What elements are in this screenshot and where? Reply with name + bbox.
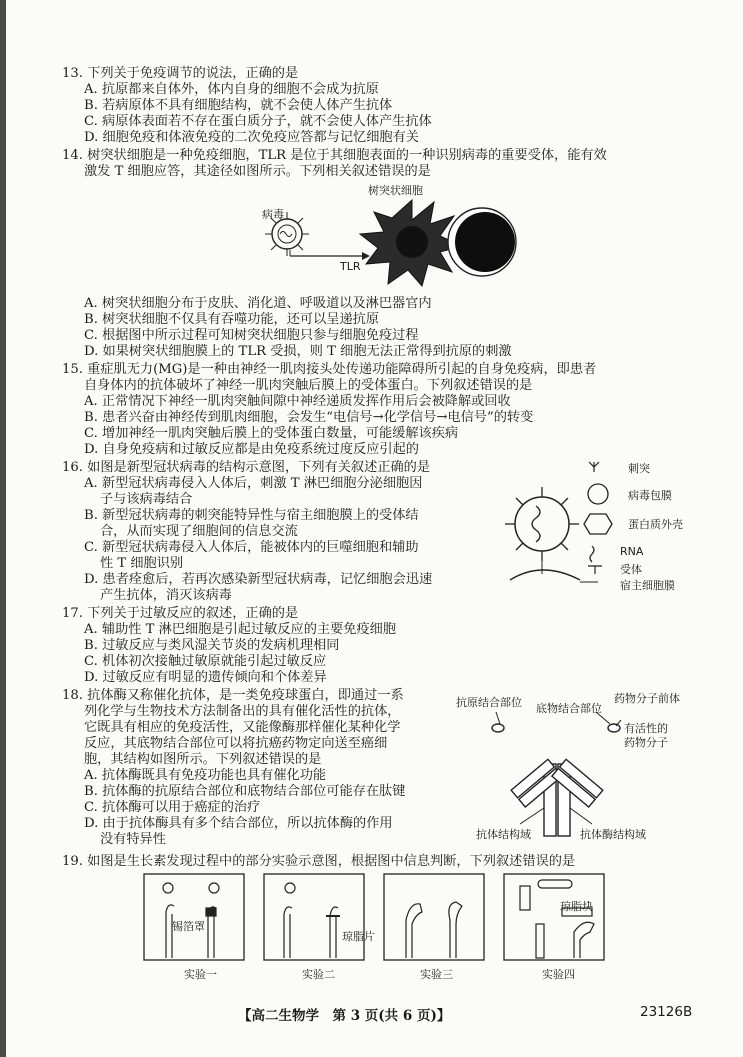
- legend-host-membrane: 宿主细胞膜: [620, 579, 675, 592]
- tlr-label: TLR: [340, 260, 361, 273]
- question-stem-cont: 自身体内的抗体破坏了神经一肌肉突触后膜上的受体蛋白。下列叙述错误的是: [84, 378, 533, 393]
- question-stem: 17. 下列关于过敏反应的叙述，正确的是: [62, 606, 299, 621]
- question-stem: 15. 重症肌无力(MG)是一种由神经一肌肉接头处传递功能障碍所引起的自身免疫病，即患者: [62, 362, 597, 377]
- enzyme-domain-label: 抗体酶结构域: [580, 828, 646, 841]
- antibody-domain-label: 抗体结构域: [476, 828, 531, 841]
- antigen-site-label: 抗原结合部位: [456, 696, 522, 709]
- dendritic-cell-figure: [262, 190, 522, 302]
- experiment-2-frame: [264, 874, 364, 960]
- legend-capsid: 蛋白质外壳: [628, 518, 683, 531]
- option-b: B. 若病原体不具有细胞结构，就不会使人体产生抗体: [84, 98, 393, 113]
- question-13: [62, 66, 702, 146]
- experiment-4-frame: [504, 874, 604, 960]
- virus-icon: [265, 212, 309, 256]
- experiment-2-plants: [284, 883, 340, 958]
- virus-label: 病毒: [262, 208, 284, 221]
- option-a: A. 新型冠状病毒侵入人体后，刺激 T 淋巴细胞分泌细胞因: [84, 476, 423, 491]
- option-b: B. 过敏反应与类风湿关节炎的发病机理相同: [84, 638, 340, 653]
- option-d: D. 由于抗体酶具有多个结合部位，所以抗体酶的作用: [84, 816, 393, 831]
- question-14: [62, 148, 702, 180]
- option-b-cont: 合，从而实现了细胞间的信息交流: [100, 524, 298, 539]
- agar-block-label: 琼脂块: [560, 900, 593, 913]
- arrow-icon: [290, 250, 370, 260]
- legend-rna: RNA: [620, 545, 644, 558]
- option-c: C. 病原体表面若不存在蛋白质分子，就不会使人体产生抗体: [84, 114, 432, 129]
- capsid-legend-icon: [584, 514, 612, 534]
- question-15: [62, 362, 702, 458]
- spike-legend-icon: [589, 462, 599, 472]
- option-d: D. 患者痊愈后，若再次感染新型冠状病毒，记忆细胞会迅速: [84, 572, 433, 587]
- mica-label: 琼脂片: [342, 930, 375, 943]
- experiment-4-plants: [520, 880, 594, 958]
- virus-body-icon: [505, 487, 580, 580]
- experiment-1-label: 实验一: [184, 968, 217, 981]
- option-a: A. 正常情况下神经一肌肉突触间隙中神经递质发挥作用后会被降解或回收: [84, 394, 511, 409]
- option-c: C. 机体初次接触过敏原就能引起过敏反应: [84, 654, 327, 669]
- question-18: [62, 688, 482, 848]
- option-b: B. 患者兴奋由神经传到肌肉细胞，会发生“电信号→化学信号→电信号”的转变: [84, 410, 534, 425]
- question-19: [62, 854, 702, 870]
- prodrug-label: 药物分子前体: [614, 692, 680, 705]
- scan-edge: [0, 0, 6, 1057]
- experiment-4-label: 实验四: [542, 968, 575, 981]
- option-b: B. 新型冠状病毒的刺突能特异性与宿主细胞膜上的受体结: [84, 508, 419, 523]
- option-a: A. 抗原都来自体外，体内自身的细胞不会成为抗原: [84, 82, 379, 97]
- receptor-legend-icon: [588, 566, 602, 574]
- option-b: B. 抗体酶的抗原结合部位和底物结合部位可能存在肽键: [84, 784, 406, 799]
- experiment-1-frame: [144, 874, 244, 960]
- option-c: C. 根据图中所示过程可知树突状细胞只参与细胞免疫过程: [84, 328, 419, 343]
- experiment-3-label: 实验三: [420, 968, 453, 981]
- question-stem: 14. 树突状细胞是一种免疫细胞，TLR 是位于其细胞表面的一种识别病毒的重要受体，能有效: [62, 148, 607, 163]
- question-14-options: [62, 296, 702, 360]
- legend-receptor: 受体: [620, 563, 642, 576]
- legend-spike: 刺突: [628, 462, 650, 475]
- exam-code: 23126B: [640, 1004, 693, 1020]
- active-drug-label-1: 有活性的: [624, 722, 668, 735]
- question-stem: 16. 如图是新型冠状病毒的结构示意图，下列有关叙述正确的是: [62, 460, 431, 475]
- option-d: D. 自身免疫病和过敏反应都是由免疫系统过度反应引起的: [84, 442, 419, 457]
- option-a: A. 抗体酶既具有免疫功能也具有催化功能: [84, 768, 327, 783]
- question-stem-4: 反应，其底物结合部位可以将抗癌药物定向送至癌细: [84, 736, 388, 751]
- option-d: D. 过敏反应有明显的遗传倾向和个体差异: [84, 670, 327, 685]
- question-stem: 13. 下列关于免疫调节的说法，正确的是: [62, 66, 299, 81]
- auxin-experiments-figure: [144, 874, 624, 962]
- option-c: C. 增加神经一肌肉突触后膜上的受体蛋白数量，可能缓解该疾病: [84, 426, 459, 441]
- question-17: [62, 606, 702, 686]
- question-stem: 18. 抗体酶又称催化抗体，是一类免疫球蛋白，即通过一系: [62, 688, 404, 703]
- dendritic-cell-icon: [360, 200, 462, 286]
- option-c-cont: 性 T 细胞识别: [100, 556, 184, 571]
- option-d: D. 如果树突状细胞膜上的 TLR 受损，则 T 细胞无法正常得到抗原的刺激: [84, 344, 512, 359]
- question-stem-3: 它既具有相应的免疫活性，又能像酶那样催化某种化学: [84, 720, 401, 735]
- option-c: C. 抗体酶可以用于癌症的治疗: [84, 800, 261, 815]
- envelope-legend-icon: [588, 484, 608, 504]
- option-b: B. 树突状细胞不仅具有吞噬功能，还可以呈递抗原: [84, 312, 380, 327]
- option-a: A. 辅助性 T 淋巴细胞是引起过敏反应的主要免疫细胞: [84, 622, 397, 637]
- option-d-cont: 产生抗体，消灭该病毒: [100, 588, 232, 603]
- question-stem: 19. 如图是生长素发现过程中的部分实验示意图，根据图中信息判断，下列叙述错误的是: [62, 854, 576, 869]
- antibody-icon: [492, 724, 620, 836]
- experiment-2-label: 实验二: [302, 968, 335, 981]
- t-cell-icon: [448, 208, 516, 276]
- experiment-3-frame: [384, 874, 484, 960]
- dendritic-cell-label: 树突状细胞: [368, 184, 423, 197]
- footer-title: 【高二生物学 第 3 页(共 6 页)】: [238, 1008, 451, 1024]
- antibody-enzyme-figure: [486, 712, 646, 842]
- option-a-cont: 子与该病毒结合: [100, 492, 193, 507]
- question-stem-5: 胞，其结构如图所示。下列叙述错误的是: [84, 752, 322, 767]
- option-a: A. 树突状细胞分布于皮肤、消化道、呼吸道以及淋巴器官内: [84, 296, 432, 311]
- legend-envelope: 病毒包膜: [628, 489, 672, 502]
- substrate-site-label: 底物结合部位: [536, 702, 602, 715]
- option-d-cont: 没有特异性: [100, 832, 166, 847]
- question-stem-2: 列化学与生物技术方法制备出的具有催化活性的抗体，: [84, 704, 401, 719]
- option-c: C. 新型冠状病毒侵入人体后，能被体内的巨噬细胞和辅助: [84, 540, 419, 555]
- tin-cap-label: 锡箔罩: [172, 920, 205, 933]
- rna-legend-icon: [590, 546, 594, 562]
- active-drug-label-2: 药物分子: [624, 736, 668, 749]
- experiment-3-plants: [406, 902, 462, 958]
- option-d: D. 细胞免疫和体液免疫的二次免疫应答都与记忆细胞有关: [84, 130, 419, 145]
- question-stem-cont: 激发 T 细胞应答，其途径如图所示。下列相关叙述错误的是: [84, 164, 431, 179]
